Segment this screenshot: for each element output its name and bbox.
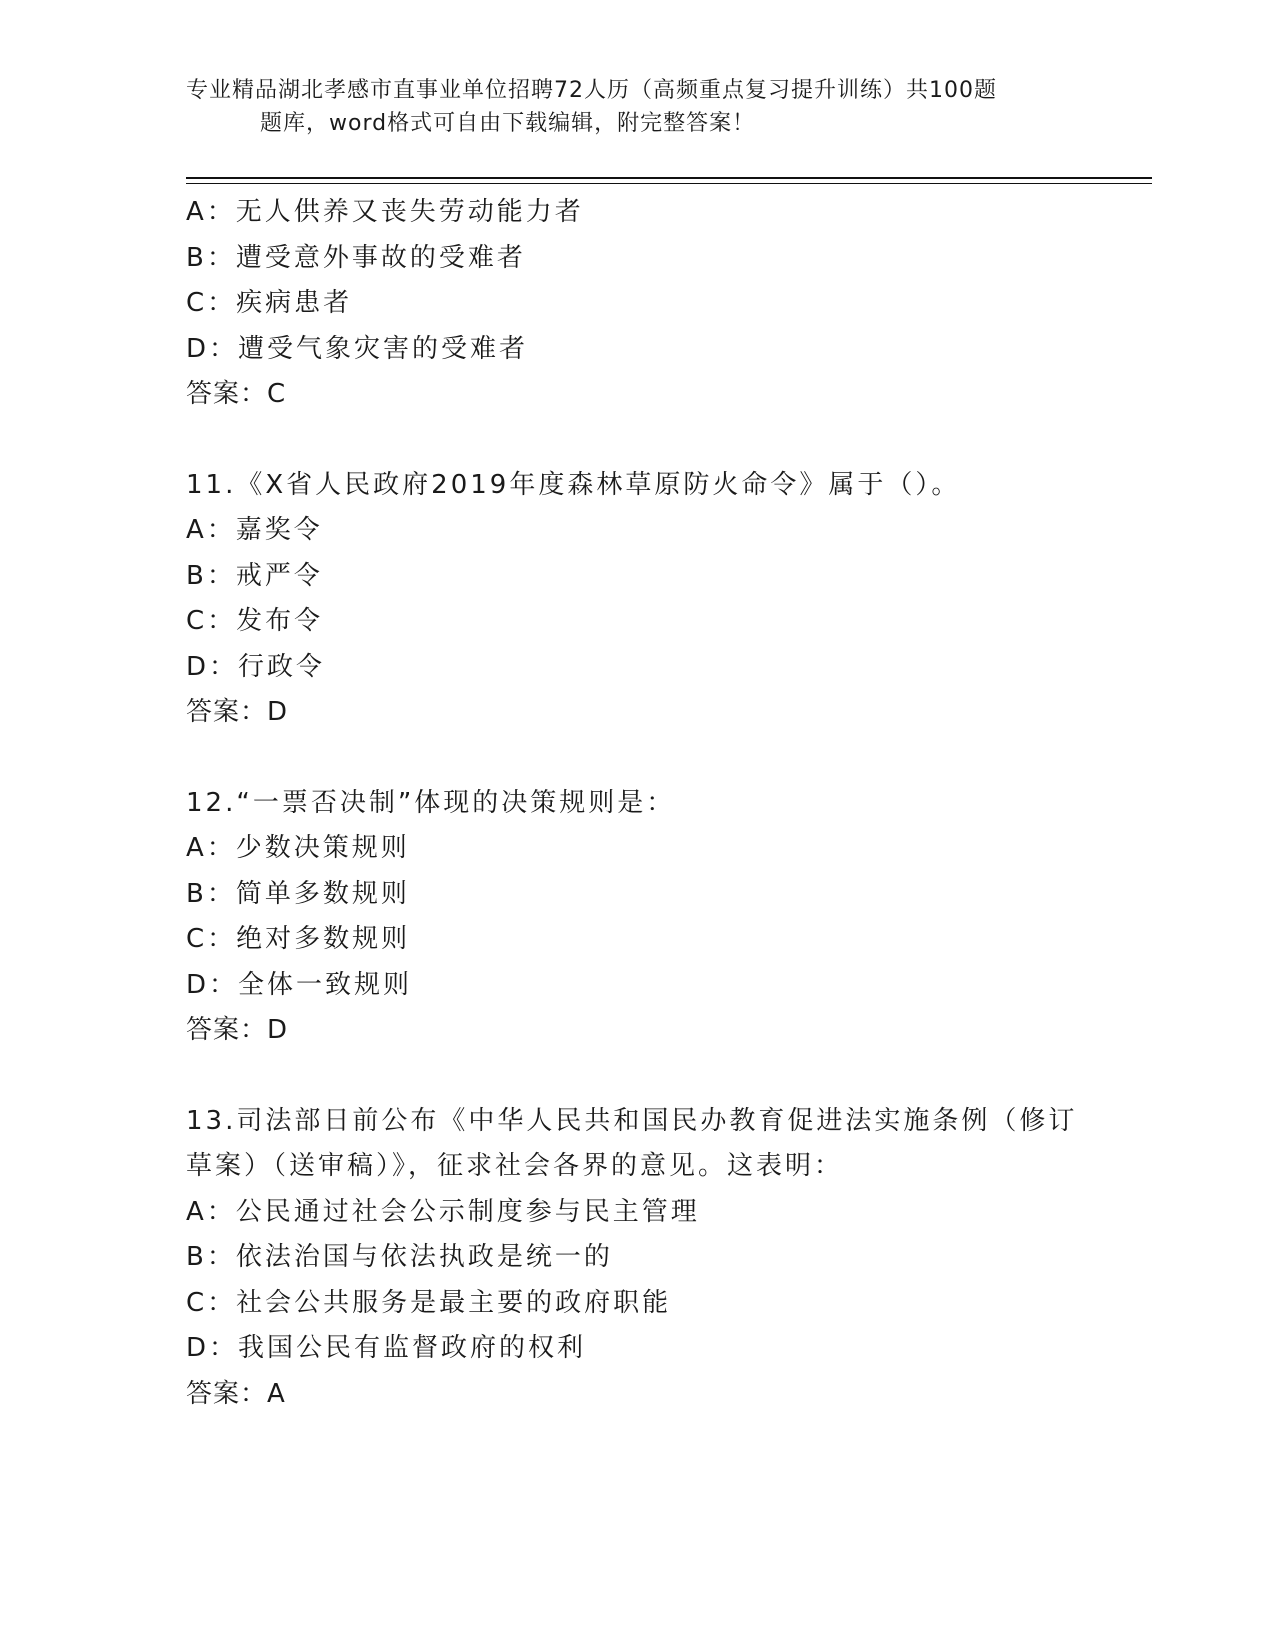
question-list [186, 190, 1086, 1417]
option-d: D：行政令 [186, 651, 326, 682]
option-a: A：嘉奖令 [186, 515, 323, 545]
question-10 [186, 190, 1086, 418]
option-c: C：发布令 [186, 606, 324, 636]
header-title-line-1: 专业精品湖北孝感市直事业单位招聘72人历（高频重点复习提升训练）共100题 [186, 78, 997, 103]
question-text: 12.“一票否决制”体现的决策规则是： [186, 787, 676, 818]
spacer [186, 1054, 1086, 1099]
option-b: B：简单多数规则 [186, 878, 410, 909]
header-title-line-2: 题库，word格式可自由下载编辑，附完整答案！ [260, 111, 756, 136]
option-d: D：遭受气象灾害的受难者 [186, 333, 529, 364]
question-text-line-1: 13.司法部日前公布《中华人民共和国民办教育促进法实施条例（修订 [186, 1105, 1078, 1136]
option-a: A：公民通过社会公示制度参与民主管理 [186, 1196, 700, 1227]
answer: 答案：C [186, 379, 287, 409]
option-c: C：社会公共服务是最主要的政府职能 [186, 1287, 672, 1318]
answer: 答案：D [186, 697, 289, 727]
question-13 [186, 1099, 1086, 1418]
answer: 答案：D [186, 1015, 289, 1045]
header-divider-thin [186, 183, 1152, 184]
answer: 答案：A [186, 1378, 286, 1409]
option-a: A：无人供养又丧失劳动能力者 [186, 197, 584, 227]
option-c: C：疾病患者 [186, 288, 353, 318]
option-b: B：戒严令 [186, 560, 323, 591]
option-c: C：绝对多数规则 [186, 924, 411, 954]
option-b: B：遭受意外事故的受难者 [186, 242, 526, 273]
spacer [186, 736, 1086, 781]
option-b: B：依法治国与依法执政是统一的 [186, 1242, 613, 1272]
question-12 [186, 781, 1086, 1054]
header-divider-thick [186, 177, 1152, 179]
option-d: D：全体一致规则 [186, 969, 413, 1000]
question-text-line-2: 草案）（送审稿）》，征求社会各界的意见。这表明： [186, 1151, 844, 1181]
question-text: 11.《X省人民政府2019年度森林草原防火命令》属于（）。 [186, 469, 961, 500]
question-11 [186, 463, 1086, 736]
option-a: A：少数决策规则 [186, 833, 410, 863]
spacer [186, 418, 1086, 463]
document-header [186, 74, 1086, 140]
option-d: D：我国公民有监督政府的权利 [186, 1333, 587, 1363]
